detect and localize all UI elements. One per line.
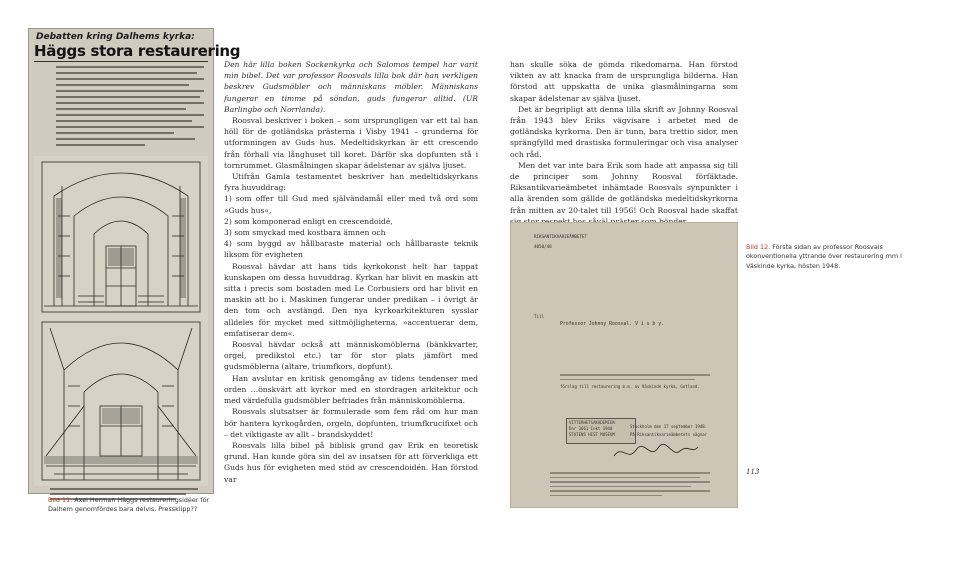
body-column-middle bbox=[224, 59, 478, 485]
clipping-headline: Häggs stora restaurering bbox=[34, 42, 241, 60]
doc-addressee: Professor Johnny Roosval. V i s b y. bbox=[560, 322, 664, 327]
clipping-lede-text bbox=[56, 66, 204, 154]
paragraph: Roosval hävdar också att människomöblerna (bänkkvarter, orgel, predikstol etc.) tar för stor plats jämfört med gudsmöblerna (altare, triumfkors, dopfunt). bbox=[224, 340, 478, 372]
stamp-line: STATENS HIST MUSEUM bbox=[569, 432, 615, 437]
caption-text: Första sidan av professor Roosvals okonventionella yttrande över restaurering mm i Väskinde kyrka, hösten 1948. bbox=[746, 243, 902, 270]
church-interior-sketch bbox=[34, 156, 208, 486]
list-item: 1) som offer till Gud med självändamål eller med två ord som »Guds hus«, bbox=[224, 194, 478, 215]
clipping-rule bbox=[34, 61, 208, 62]
paragraph: Det är begripligt att denna lilla skrift av Johnny Roosval från 1943 blev Eriks vägvisare i arbetet med de gotländska kyrkorna. Den är tunn, bara trettio sidor, men sprängfylld med drastiska formuleringar och visa analyser och råd. bbox=[510, 104, 738, 159]
paragraph: han skulle söka de gömda rikedomarna. Han förstod vikten av att knacka fram de ursprungliga bilderna. Han förstod att uppskatta de unika glasmålningarna som skapar ädelstenar av själva ljuset. bbox=[510, 60, 738, 103]
paragraph: Utifrån Gamla testamentet beskriver han medeltidskyrkans fyra huvuddrag: bbox=[224, 172, 478, 193]
caption-text: Axel Herman Häggs restaureringsidéer för Dalhem genomfördes bara delvis. Pressklipp?? bbox=[48, 496, 210, 513]
stamp-line: Dnr 3661 Inkt 1948 bbox=[569, 426, 613, 431]
doc-body-lines bbox=[550, 472, 710, 499]
paragraph: Men det var inte bara Erik som hade att anpassa sig till de principer som Johnny Roosval förfäktade. Riksantikvarieämbetet inhämtade Roosvals synpunkter i alla ärenden som gällde de gotländska medeltidskyrkorna från mitten av 20-talet till 1956! Och Roosval hade skaffat bbox=[510, 160, 738, 215]
list-item: 2) som komponerad enligt en crescendoidé, bbox=[224, 216, 393, 226]
doc-ref: 4050/48 bbox=[534, 244, 552, 249]
typed-letter-image bbox=[510, 222, 738, 508]
page-number: 113 bbox=[746, 468, 760, 476]
paragraph: Roosval beskriver i boken – som ursprungligen var ett tal han höll för de gotländska prästerna i Visby 1941 – grunderna för utformningen av Guds hus. Medeltidskyrkan är ett crescendo från förhall via långhuset till koret. Därför ska dopfunten stå i tornrummet. Glasmålningen skapar ädelstenar av själva ljuset. bbox=[224, 116, 478, 170]
signature-scribble bbox=[610, 442, 700, 464]
doc-intro-lines bbox=[560, 374, 710, 383]
paragraph: Roosval hävdar att hans tids kyrkokonst helt har tappat kunskapen om dessa huvuddrag. Kyrkan har blivit en maskin att sitta i precis som bostaden med Le Corbusiers ord har blivit en maskin att bo i. Maskinen fungerar under predikan – i övrigt är den tom och avstängd. Den nya kyrkoarkitekturen sysslar alldeles för mycket med sittmöjligheterna, »accentuerar dem, emfatiserar dem«. bbox=[224, 261, 478, 338]
list-item: 4) som byggd av hållbaraste material och hållbaraste teknik liksom för evigheten bbox=[224, 239, 478, 260]
doc-header: RIKSANTIKVARIEÄMBETET bbox=[534, 234, 587, 239]
caption-label: Bild 11. bbox=[48, 496, 73, 504]
doc-till: Till bbox=[534, 314, 545, 319]
body-column-right bbox=[510, 59, 738, 227]
doc-date: Stockholm den 17 september 1948. bbox=[630, 424, 708, 429]
stamp-line: VITTERHETSAKADEMIEN bbox=[569, 420, 615, 425]
list-item: 3) som smyckad med kostbara ämnen och bbox=[224, 228, 386, 238]
paragraph: Den här lilla boken Sockenkyrka och Salomos tempel har varit min bibel. Det var professor Roosvals lilla bok där han verkligen beskrev Gudsmöbler och människans möbler. Människans fungerar en timme på söndan, guds fungerar alltid. (UR Barlingbo och Norrlanda). bbox=[224, 60, 478, 114]
caption-bild-11 bbox=[48, 496, 228, 514]
doc-subject: förslag till restaurering m.m. av Väskinde kyrka, Gotland. bbox=[560, 384, 700, 389]
registry-stamp bbox=[566, 418, 636, 444]
newspaper-clipping-image bbox=[28, 28, 241, 494]
paragraph: Roosvals lilla bibel på biblisk grund gav Erik en teoretisk grund. Han kunde göra sin del av insatsen för att förverkliga ett Guds hus för evigheten med stöd av crescendoidén. Han förstod var bbox=[224, 440, 478, 484]
clipping-kicker: Debatten kring Dalhems kyrka: bbox=[36, 32, 195, 42]
paragraph: Han avslutar en kritisk genomgång av tidens tendenser med orden …önskvärt att kyrkor med en stordragen arkitektur och med värdefulla gudsmöbler befriades från människomöblerna. bbox=[224, 373, 478, 406]
caption-bild-12 bbox=[746, 243, 911, 271]
caption-label: Bild 12. bbox=[746, 243, 771, 251]
doc-office: På Riksantikvarieämbetets vägnar bbox=[630, 432, 708, 437]
paragraph: Roosvals slutsatser är formulerade som fem råd om hur man bör hantera kyrkogården, orgeln, dopfunten, triumfkrucifixet och – det viktigaste av allt – brandskyddet! bbox=[224, 407, 478, 439]
